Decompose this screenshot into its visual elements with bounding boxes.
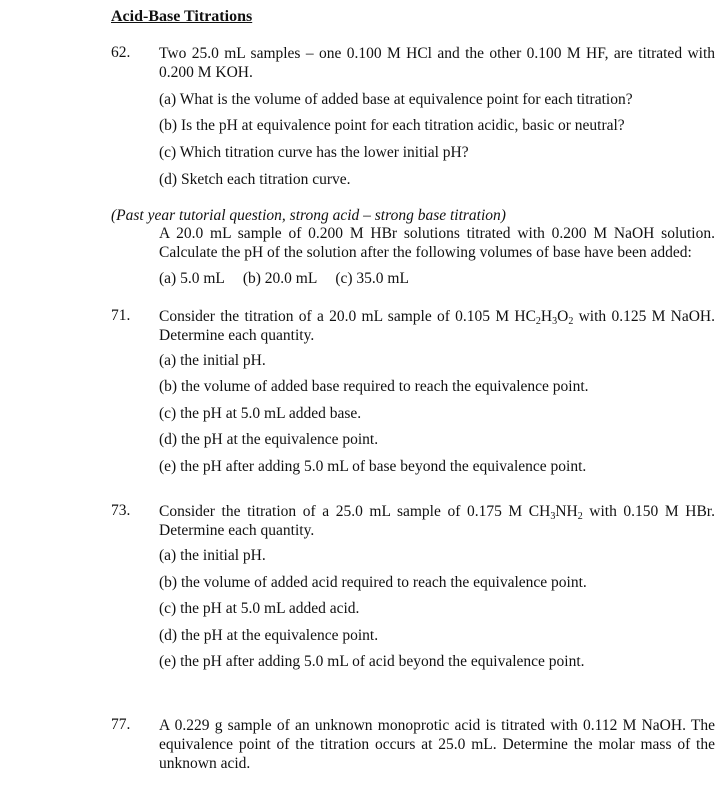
question-71-part-d: (d) the pH at the equivalence point. bbox=[159, 431, 379, 448]
past-year-option-c: (c) 35.0 mL bbox=[335, 270, 409, 287]
question-71-part-e: (e) the pH after adding 5.0 mL of base beyond the equivalence point. bbox=[159, 458, 587, 475]
section-heading: Acid-Base Titrations bbox=[111, 8, 253, 25]
question-73-part-e: (e) the pH after adding 5.0 mL of acid beyond the equivalence point. bbox=[159, 653, 585, 670]
past-year-option-a: (a) 5.0 mL bbox=[159, 270, 225, 287]
past-year-question-text: A 20.0 mL sample of 0.200 M HBr solutions titrated with 0.200 M NaOH solution. Calculate the pH of the solution after the following volumes of base have been added: bbox=[159, 225, 715, 261]
question-71-part-a: (a) the initial pH. bbox=[159, 352, 266, 369]
question-62-part-a: (a) What is the volume of added base at equivalence point for each titration? bbox=[159, 91, 633, 108]
past-year-option-b: (b) 20.0 mL bbox=[242, 270, 318, 287]
question-62-text: Two 25.0 mL samples – one 0.100 M HCl and the other 0.100 M HF, are titrated with 0.200 M KOH. bbox=[159, 45, 715, 81]
question-73-part-d: (d) the pH at the equivalence point. bbox=[159, 627, 379, 644]
past-year-note: (Past year tutorial question, strong acid – strong base titration) bbox=[111, 207, 506, 224]
question-73-part-c: (c) the pH at 5.0 mL added acid. bbox=[159, 600, 360, 617]
question-77-number: 77. bbox=[111, 716, 131, 733]
question-62-number: 62. bbox=[111, 44, 131, 61]
question-71-text: Consider the titration of a 20.0 mL sample of 0.105 M $HC_2H_3O_2$ with 0.125 M NaOH. Determine each quantity. bbox=[159, 308, 715, 344]
question-62-part-c: (c) Which titration curve has the lower initial pH? bbox=[159, 144, 469, 161]
question-62-part-b: (b) Is the pH at equivalence point for each titration acidic, basic or neutral? bbox=[159, 117, 625, 134]
question-73-part-a: (a) the initial pH. bbox=[159, 547, 266, 564]
question-71-part-c: (c) the pH at 5.0 mL added base. bbox=[159, 405, 362, 422]
question-73-part-b: (b) the volume of added acid required to reach the equivalence point. bbox=[159, 574, 587, 591]
question-71-part-b: (b) the volume of added base required to reach the equivalence point. bbox=[159, 378, 589, 395]
past-year-options bbox=[159, 270, 409, 288]
question-77-text: A 0.229 g sample of an unknown monoprotic acid is titrated with 0.112 M NaOH. The equivalence point of the titration occurs at 25.0 mL. Determine the molar mass of the unknown acid. bbox=[159, 717, 715, 772]
question-73-number: 73. bbox=[111, 502, 131, 519]
question-73-text: Consider the titration of a 25.0 mL sample of 0.175 M $CH_3NH_2$ with 0.150 M HBr. Determine each quantity. bbox=[159, 503, 715, 539]
question-71-number: 71. bbox=[111, 307, 131, 324]
question-62-part-d: (d) Sketch each titration curve. bbox=[159, 171, 351, 188]
